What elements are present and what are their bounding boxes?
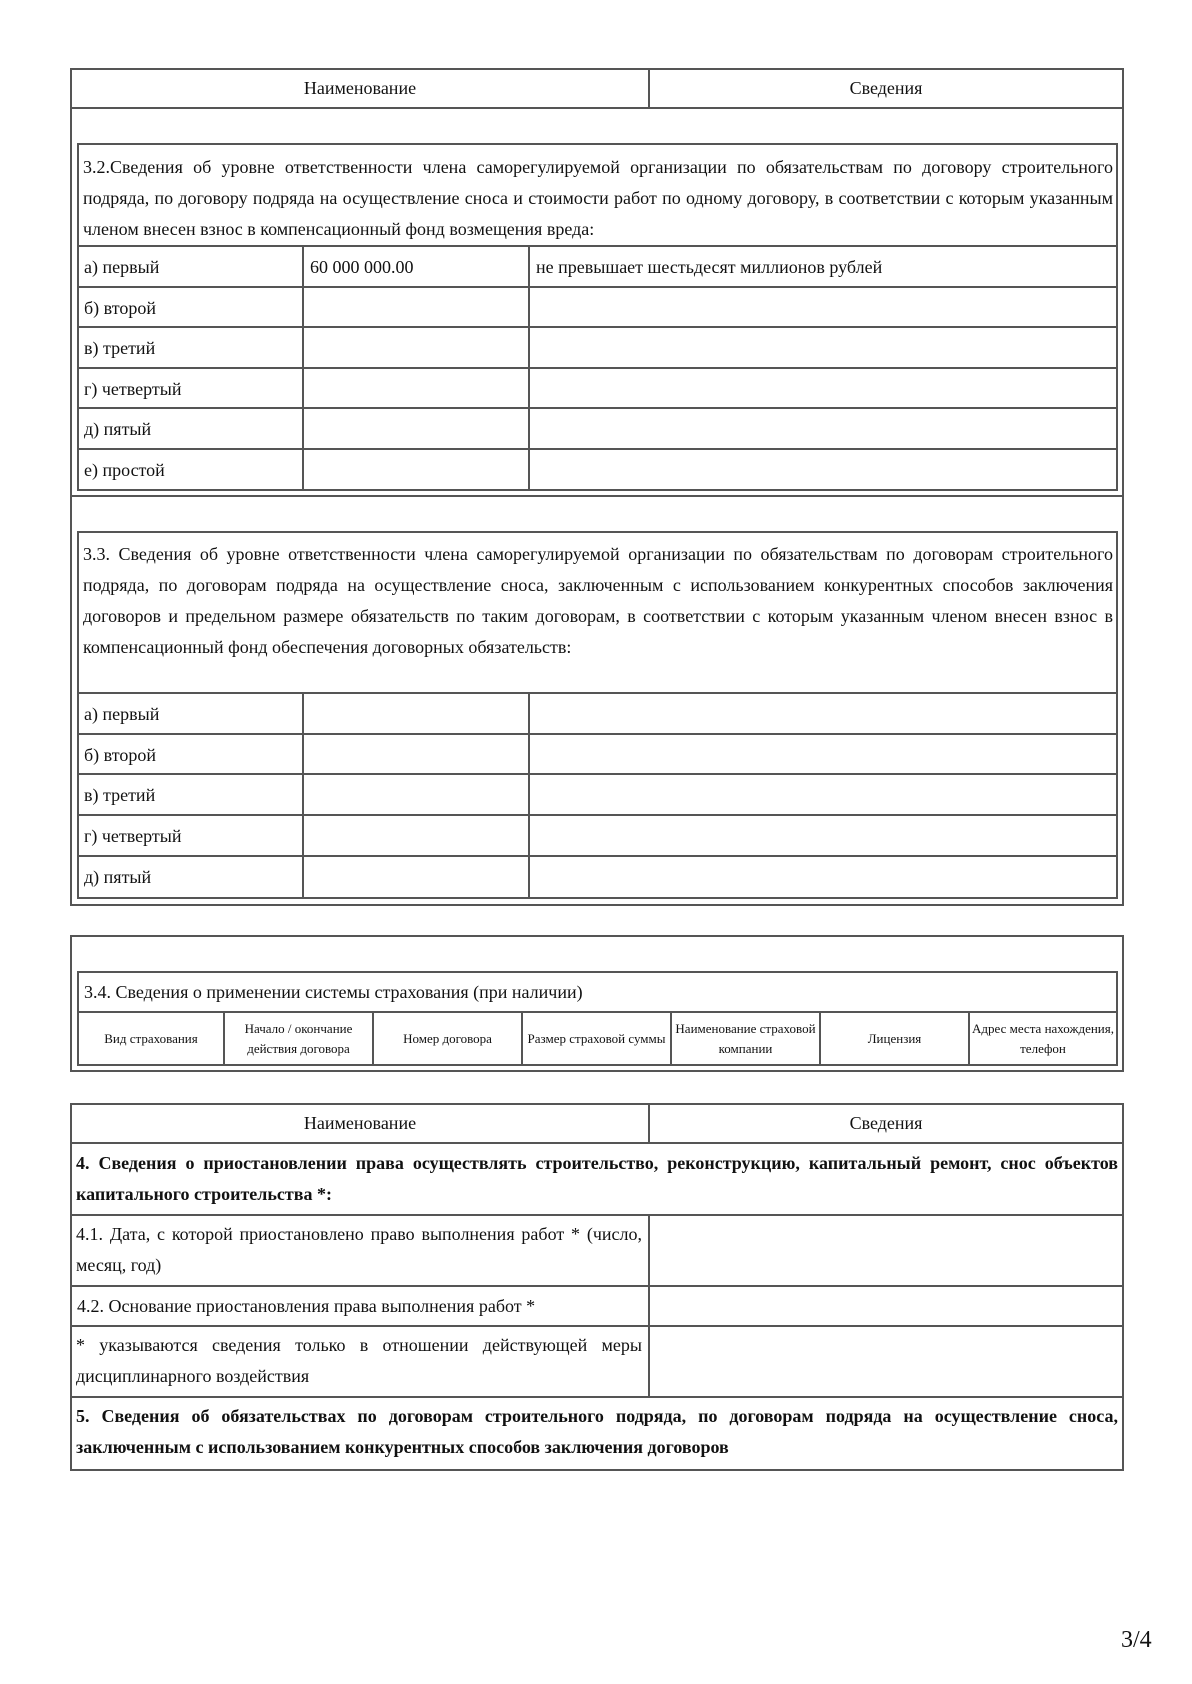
insurance-col-contract-number: Номер договора — [403, 1031, 492, 1046]
row-line — [70, 1142, 1124, 1144]
row-4-1-label: 4.1. Дата, с которой приостановлено право выполнения работ * (число, месяц, год) — [76, 1224, 642, 1275]
header-bottom-line — [70, 107, 1124, 109]
header-name-col: Наименование — [303, 78, 417, 98]
table-row-level: в) третий — [84, 337, 156, 358]
table-row-level: а) первый — [84, 703, 160, 724]
row-line — [70, 1214, 1124, 1216]
section-3-3-title: 3.3. Сведения об уровне ответственности члена саморегулируемой организации по обязательствам по договорам строительного подряда, по договорам подряда на осуществление сноса, заключенным с использованием конкурентных способов заключения договоров и предельном размере обязательств по таким договорам, в соответствии с которым указанным членом внесен взнос в компенсационный фонд обеспечения договорных обязательств: — [83, 544, 1113, 657]
insurance-col-sum: Размер страховой суммы — [527, 1031, 666, 1046]
header-info-col: Сведения — [849, 1113, 923, 1133]
table-row-level: д) пятый — [84, 866, 152, 887]
insurance-col-company: Наименование страховой компании — [675, 1021, 816, 1056]
section-5-title: 5. Сведения об обязательствах по договорам строительного подряда, по договорам подряда на осуществление сноса, заключенным с использованием конкурентных способов заключения договоров — [76, 1406, 1118, 1457]
insurance-col-type: Вид страхования — [104, 1031, 198, 1046]
footnote-label: * указываются сведения только в отношении действующей меры дисциплинарного воздействия — [76, 1335, 642, 1386]
table-row-level: б) второй — [84, 297, 156, 318]
insurance-col-address: Адрес места нахождения, телефон — [972, 1021, 1114, 1056]
col-line — [648, 1214, 650, 1397]
insurance-col-license: Лицензия — [867, 1031, 922, 1046]
table-row-level: г) четвертый — [84, 378, 182, 399]
header-name-col: Наименование — [303, 1113, 417, 1133]
row-line — [70, 1396, 1124, 1398]
section-3-2-title: 3.2.Сведения об уровне ответственности члена саморегулируемой организации по обязательствам по договору строительного подряда, по договору подряда на осуществление сноса и стоимости работ по одному договору, в соответствии с которым указанным членом внесен взнос в компенсационный фонд возмещения вреда: — [83, 157, 1113, 239]
table-row-level: е) простой — [84, 459, 165, 480]
table-row-amount: 60 000 000.00 — [310, 256, 414, 277]
section-4-title: 4. Сведения о приостановлении права осуществлять строительство, реконструкцию, капитальный ремонт, снос объектов капитального строительства *: — [76, 1153, 1118, 1204]
table-row-level: в) третий — [84, 784, 156, 805]
table-row-level: б) второй — [84, 744, 156, 765]
insurance-col-period: Начало / окончание действия договора — [244, 1021, 353, 1056]
col-line — [302, 692, 304, 898]
table-row-level: г) четвертый — [84, 825, 182, 846]
page-number: 3/4 — [1121, 1627, 1152, 1653]
section-3-4-title: 3.4. Сведения о применении системы страхования (при наличии) — [84, 982, 583, 1002]
row-line — [70, 1325, 1124, 1327]
header-info-col: Сведения — [849, 78, 923, 98]
row-4-2-label: 4.2. Основание приостановления права выполнения работ * — [77, 1296, 536, 1316]
table-row-level: д) пятый — [84, 418, 152, 439]
section-separator — [70, 495, 1124, 497]
table-row-level: а) первый — [84, 256, 160, 277]
col-line — [528, 692, 530, 898]
table-row-description: не превышает шестьдесят миллионов рублей — [536, 256, 883, 277]
